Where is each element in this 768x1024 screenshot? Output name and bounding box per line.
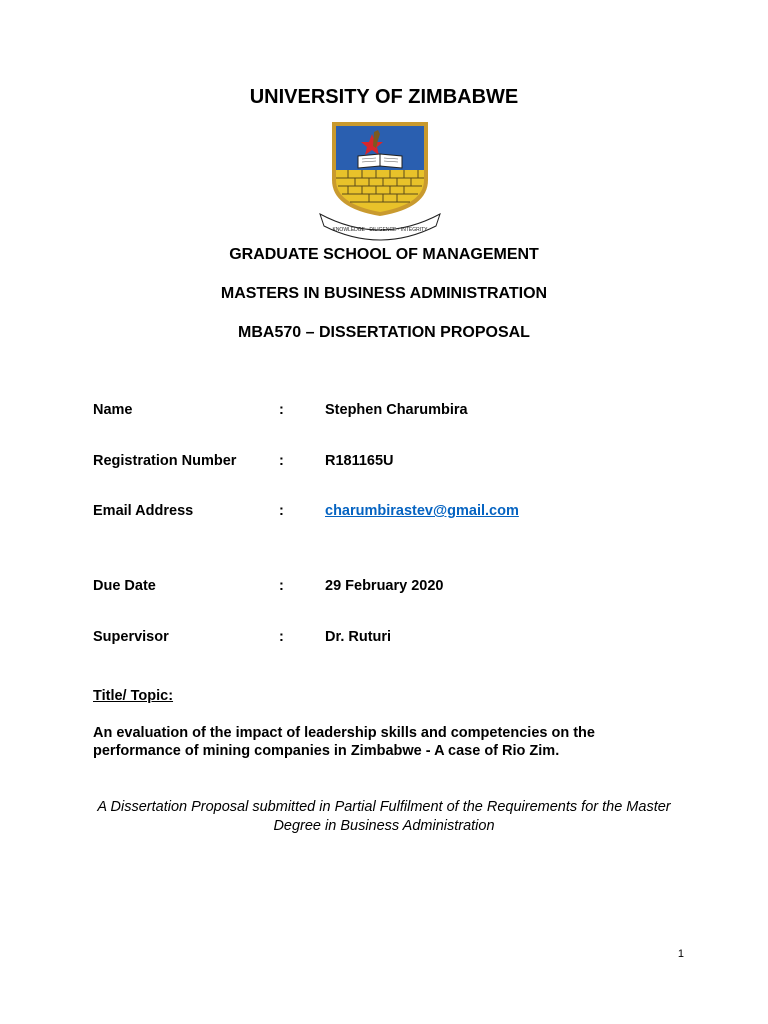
field-colon: : <box>279 453 284 469</box>
field-label: Registration Number <box>93 453 237 469</box>
topic-text: An evaluation of the impact of leadership skills and competencies on the performance of mining companies in Zimbabwe - A case of Rio Zim. <box>93 725 595 759</box>
page-number: 1 <box>677 948 684 960</box>
field-colon: : <box>279 503 284 519</box>
topic-label: Title/ Topic: <box>93 688 174 704</box>
field-value: Stephen Charumbira <box>325 402 468 418</box>
email-link[interactable]: charumbirastev@gmail.com <box>325 503 519 519</box>
submission-note: A Dissertation Proposal submitted in Partial Fulfilment of the Requirements for the Master Degree in Business Administration <box>97 799 671 834</box>
field-label: Name <box>93 402 133 418</box>
field-label: Supervisor <box>93 629 169 645</box>
field-colon: : <box>279 578 284 594</box>
university-title: UNIVERSITY OF ZIMBABWE <box>249 86 519 108</box>
school-heading: GRADUATE SCHOOL OF MANAGEMENT <box>229 246 539 263</box>
programme-heading: MASTERS IN BUSINESS ADMINISTRATION <box>220 285 548 302</box>
field-value: Dr. Ruturi <box>325 629 392 645</box>
field-value: 29 February 2020 <box>325 578 444 594</box>
course-heading: MBA570 – DISSERTATION PROPOSAL <box>238 324 530 341</box>
field-label: Due Date <box>93 578 156 594</box>
university-crest <box>318 118 442 242</box>
field-label: Email Address <box>93 503 194 519</box>
field-value: R181165U <box>325 453 394 469</box>
crest-motto: KNOWLEDGE · DILIGENCE · INTEGRITY <box>332 227 428 233</box>
field-colon: : <box>279 402 284 418</box>
field-colon: : <box>279 629 284 645</box>
